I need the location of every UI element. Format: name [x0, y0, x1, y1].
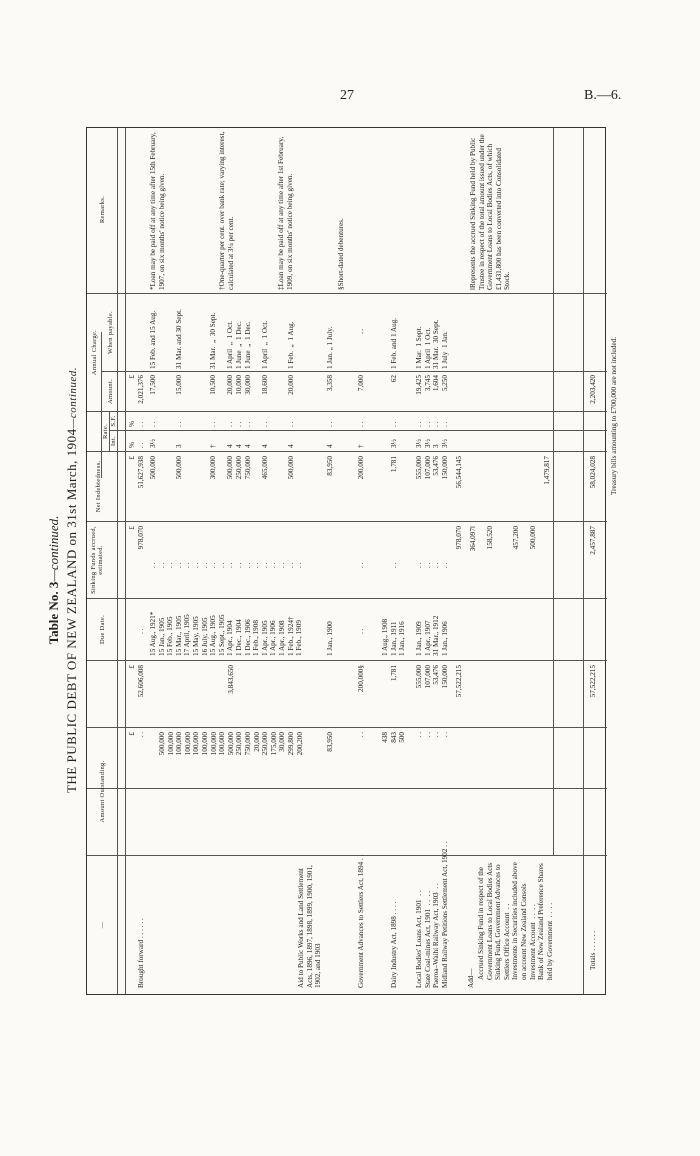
table-heading: THE PUBLIC DEBT OF NEW ZEALAND on 31st March, 1904—continued.	[64, 366, 79, 794]
currency-unit: £	[128, 526, 136, 530]
header-rate: Rate.	[102, 423, 109, 440]
aid-net: 500,000 500,000 300,000 500,000 250,000 750,000 465,000 500,000	[149, 456, 295, 480]
header-annual-amount: Amount.	[107, 378, 114, 405]
local-bodies-amounts: 555,000 107,000 53,476 150,000	[415, 665, 449, 689]
percent-unit: %	[128, 442, 136, 448]
header-annual-charge: Annual Charge.	[91, 329, 98, 376]
brought-forward-net: 51,627,938	[137, 456, 145, 489]
header-due-date: Due Date.	[99, 614, 106, 645]
header-description: —	[99, 921, 106, 929]
brought-forward-label: Brought forward . . . . . .	[137, 918, 145, 988]
brought-forward-sinking: 978,070	[137, 526, 145, 550]
totals-amount: 57,522,215	[589, 665, 597, 698]
header-sinking-funds: Sinking Funds accrued, estimated.	[90, 526, 105, 594]
totals-sinking: 2,457,887	[589, 526, 597, 555]
subtotal-rule	[553, 128, 554, 855]
subtotal-sinking: 978,070	[455, 526, 463, 550]
page-number: 27	[340, 88, 354, 103]
remark-3: ‡Loan may be paid off at any time after 1st February, 1909, on six months' notice being given.	[277, 136, 294, 290]
totals-annual: 2,203,420	[589, 375, 597, 404]
currency-unit: £	[128, 732, 136, 736]
aid-due-dates: 15 Aug., 1921* 15 Jan., 1905 15 Feb., 1905 15 Mar., 1905 17 April, 1905 15 May, 1905 16 July, 1905 15 Aug., 1905 15 Sept., 1905 1 Apr., 1904 1 Dec., 1904 1 Dec., 1906 1 Feb., 1908 1 Apr., 1905 1 Apr., 1906 1 Apr., 1908 1 Feb., 1924† 1 Feb., 1909	[149, 611, 304, 656]
aid-total: 3,843,650	[227, 665, 235, 694]
page-reference: B.—6.	[584, 88, 622, 103]
government-advances-amount: 200,000§	[357, 665, 365, 692]
currency-unit: £	[128, 456, 136, 460]
dairy-industry-label: Dairy Industry Act, 1898 . . . .	[390, 901, 398, 988]
total-rule	[583, 128, 584, 994]
header-net-indebtedness: Net Indebtedness.	[95, 460, 102, 513]
dairy-due-dates: 1 Aug., 1908 1 Jan., 1911 1 Jan., 1916	[381, 618, 407, 656]
add-label: Add—	[467, 968, 475, 988]
header-remarks: Remarks.	[99, 195, 106, 224]
aid-when-payable: 15 Feb. and 15 Aug. 31 Mar. and 30 Sept. 31 Mar. „ 30 Sept. 1 April „ 1 Oct. 1 June „ 1 Dec. 1 June „ 1 Dec. 1 April „ 1 Oct. 1 Feb. „ 1 Aug.	[149, 309, 295, 369]
header-rate-sf: S.F.	[110, 415, 117, 427]
table-number: Table No. 3—continued.	[46, 515, 61, 645]
header-amount-outstanding: Amount Outstanding.	[99, 760, 106, 823]
totals-net: 58,024,028	[589, 456, 597, 489]
brought-forward-annual: 2,021,376	[137, 375, 145, 404]
currency-unit: £	[128, 375, 136, 379]
remark-2: †One-quarter per cent. over bank rate; varying interest, calculated at 3¼ per cent.	[218, 131, 235, 290]
brought-forward-amount: 52,606,008	[137, 665, 145, 698]
header-rate-int: Int.	[110, 435, 117, 447]
totals-label: Totals . . . . . .	[589, 930, 597, 970]
aid-rate-sf: . . . . . . . . . . . . . . . .	[149, 421, 295, 427]
local-bodies-labels: Local Bodies' Loans Act, 1901 . . State Coal-mines Act, 1901 . . . . Paeroa–Waihi Railway Act, 1903 . . Midland Railway Petitions Settlement Act, 1902 . .	[415, 841, 449, 988]
aid-amounts: 500,000 100,000 100,000 100,000 100,000 100,000 100,000 100,000 500,000 250,000 750,000 20,000 250,000 175,000 30,000 299,800 200,200	[158, 732, 304, 756]
percent-unit: %	[128, 421, 136, 427]
subtotal-net: 56,544,145	[455, 456, 463, 489]
aid-rate-int: 3½ 3 † 4 4 4 4 4	[149, 439, 295, 448]
rotated-table-page	[28, 105, 668, 1055]
header-rule	[125, 128, 126, 994]
remark-4: §Short-dated debentures.	[337, 218, 345, 290]
aid-public-works-label: Aid to Public Works and Land Settlement Acts, 1896, 1897, 1898, 1899, 1900, 1901, 1902, and 1903	[297, 865, 323, 988]
aid-annual: 17,500 15,000 10,500 20,000 10,000 30,000 18,600 20,000	[149, 375, 295, 395]
dairy-amounts: 438 843 500	[381, 732, 407, 743]
subtotal-amount: 57,522,215	[455, 665, 463, 698]
header-rule	[117, 128, 118, 994]
header-when-payable: When payable.	[107, 311, 114, 354]
currency-unit: £	[128, 665, 136, 669]
remark-5: ‖Represents the accrued Sinking Fund held by Public Trustee in respect of the total amount issued under the Government Loans to Local Bodies Acts, of which £1,431,800 has been converted into Consolidated Stock.	[469, 134, 512, 290]
debt-table: — Amount Outstanding. Due Date. Sinking Funds accrued, estimated. Net Indebtedness. Rate. Int. S.F. Annual Charge. Amount. When payable. Remarks. £ £ £ £ % % £ Brought forward . . . . . . . . 52,606,008 . . 978,070 51,627,938 . . . . 2,021,376 Aid to Public Works and Land Settlement Acts, 1896, 1897, 1898, 1899, 1900, 1901, 1902, and 1903 500,000 100,000 100,000 100,000 100,000 100,000 100,000 100,000 500,000 250,000 750,000 20,000 250,000 175,000 30,000 299,800 200,200 3,843,650 15 Aug., 1921* 15 Jan., 1905 15 Feb., 1905 15 Mar., 1905 17 April, 1905 15 May, 1905 16 July, 1905 15 Aug., 1905 15 Sept., 1905 1 Apr., 1904 1 Dec., 1904 1 Dec., 1906 1 Feb., 1908 1 Apr., 1905 1 Apr., 1906 1 Apr., 1908 1 Feb., 1924† 1 Feb., 1909 . . . . . . . . . . . . . . . . . . . . . . . . . . . . . . . . . . . . 500,000 500,000 300,000 500,000 250,000 750,000 465,000 500,000 3½ 3 † 4 4 4 4 4 . . . . . . . . . . . . . . . . 17,500 15,000 10,500 20,000 10,000 30,000 18,600 20,000 15 Feb. and 15 Aug. 31 Mar. and 30 Sept. 31 Mar. „ 30 Sept. 1 April „ 1 Oct. 1 June „ 1 Dec. 1 June „ 1 Dec. 1 April „ 1 Oct. 1 Feb. „ 1 Aug. 83,950 1 Jan., 1900 83,950 4 . . 3,358 1 Jan. „ 1 July. Government Advances to Settlers Act, 1894 . . . . 200,000§ . . . . 200,000 † . . 7,000 . . Dairy Industry Act, 1898 . . . . 438 843 500 1,781 1 Aug., 1908 1 Jan., 1911 1 Jan., 1916 . . 1,781 3½ . . 62 1 Feb. and 1 Aug. Local Bodies' Loans Act, 1901 . . State Coal-mines Act, 1901 . . . . Paeroa–Waihi Railway Act, 1903 . . Midland Railway Petitions Settlement Act, 1902 . . . . . . . . . . 555,000 107,000 53,476 150,000 1 Jan., 1909 1 Apr., 1907 31 Mar., 1912 1 Jan., 1906 . . . . . . . . 555,000 107,000 53,476 150,000 3½ 3½ 3 3½ . . . . . . . . 19,425 3,745 1,604 5,250 1 Mar. 1 Sept. 1 April 1 Oct. 31 Mar. 30 Sept. 1 July 1 Jan. 57,522,215 978,070 56,544,145 Add— Accrued Sinking Fund in respect of the Government Loans to Local Bodies Acts Sinking Fund, Government Advances to Settlers Office Account . . Investments in Securities included above on account New Zealand Consols Investment Account . . . . Bank of New Zealand Preference Shares held by Government . . . . 364,097‖ 158,520 457,200 500,000 1,479,817 Totals . . . . . . 57,522,215 2,457,887 58,024,028 2,203,420 *Loan may be paid off at any time after 15th February, 1907, on six months' notice being given. †One-quarter per cent. over bank rate; varying interest, calculated at 3¼ per cent. ‡Loan may be paid off at any time after 1st February, 1909, on six months' notice being given. §Short-dated debentures. ‖Represents the accrued Sinking Fund held by Public Trustee in respect of the total amount issued under the Government Loans to Local Bodies Acts, of which £1,431,800 has been converted into Consolidated Stock.	[86, 127, 606, 995]
government-advances-label: Government Advances to Settlers Act, 1894 . .	[357, 854, 365, 988]
aid-sinking: . . . . . . . . . . . . . . . . . . . . . . . . . . . . . . . . . . . .	[149, 562, 304, 568]
footnote: Treasury bills amounting to £700,000 are not included.	[610, 336, 618, 495]
add-sinking: 364,097‖ 158,520 457,200 500,000	[469, 526, 538, 552]
add-items: Accrued Sinking Fund in respect of the Government Loans to Local Bodies Acts Sinking Fund, Government Advances to Settlers Office Account . . Investments in Securities included above on account New Zealand Consols Investment Account . . . . Bank of New Zealand Preference Shares held by Government . . . .	[477, 862, 554, 980]
remark-1: *Loan may be paid off at any time after 15th February, 1907, on six months' notice being given.	[149, 132, 166, 290]
add-net: 1,479,817	[543, 456, 551, 485]
